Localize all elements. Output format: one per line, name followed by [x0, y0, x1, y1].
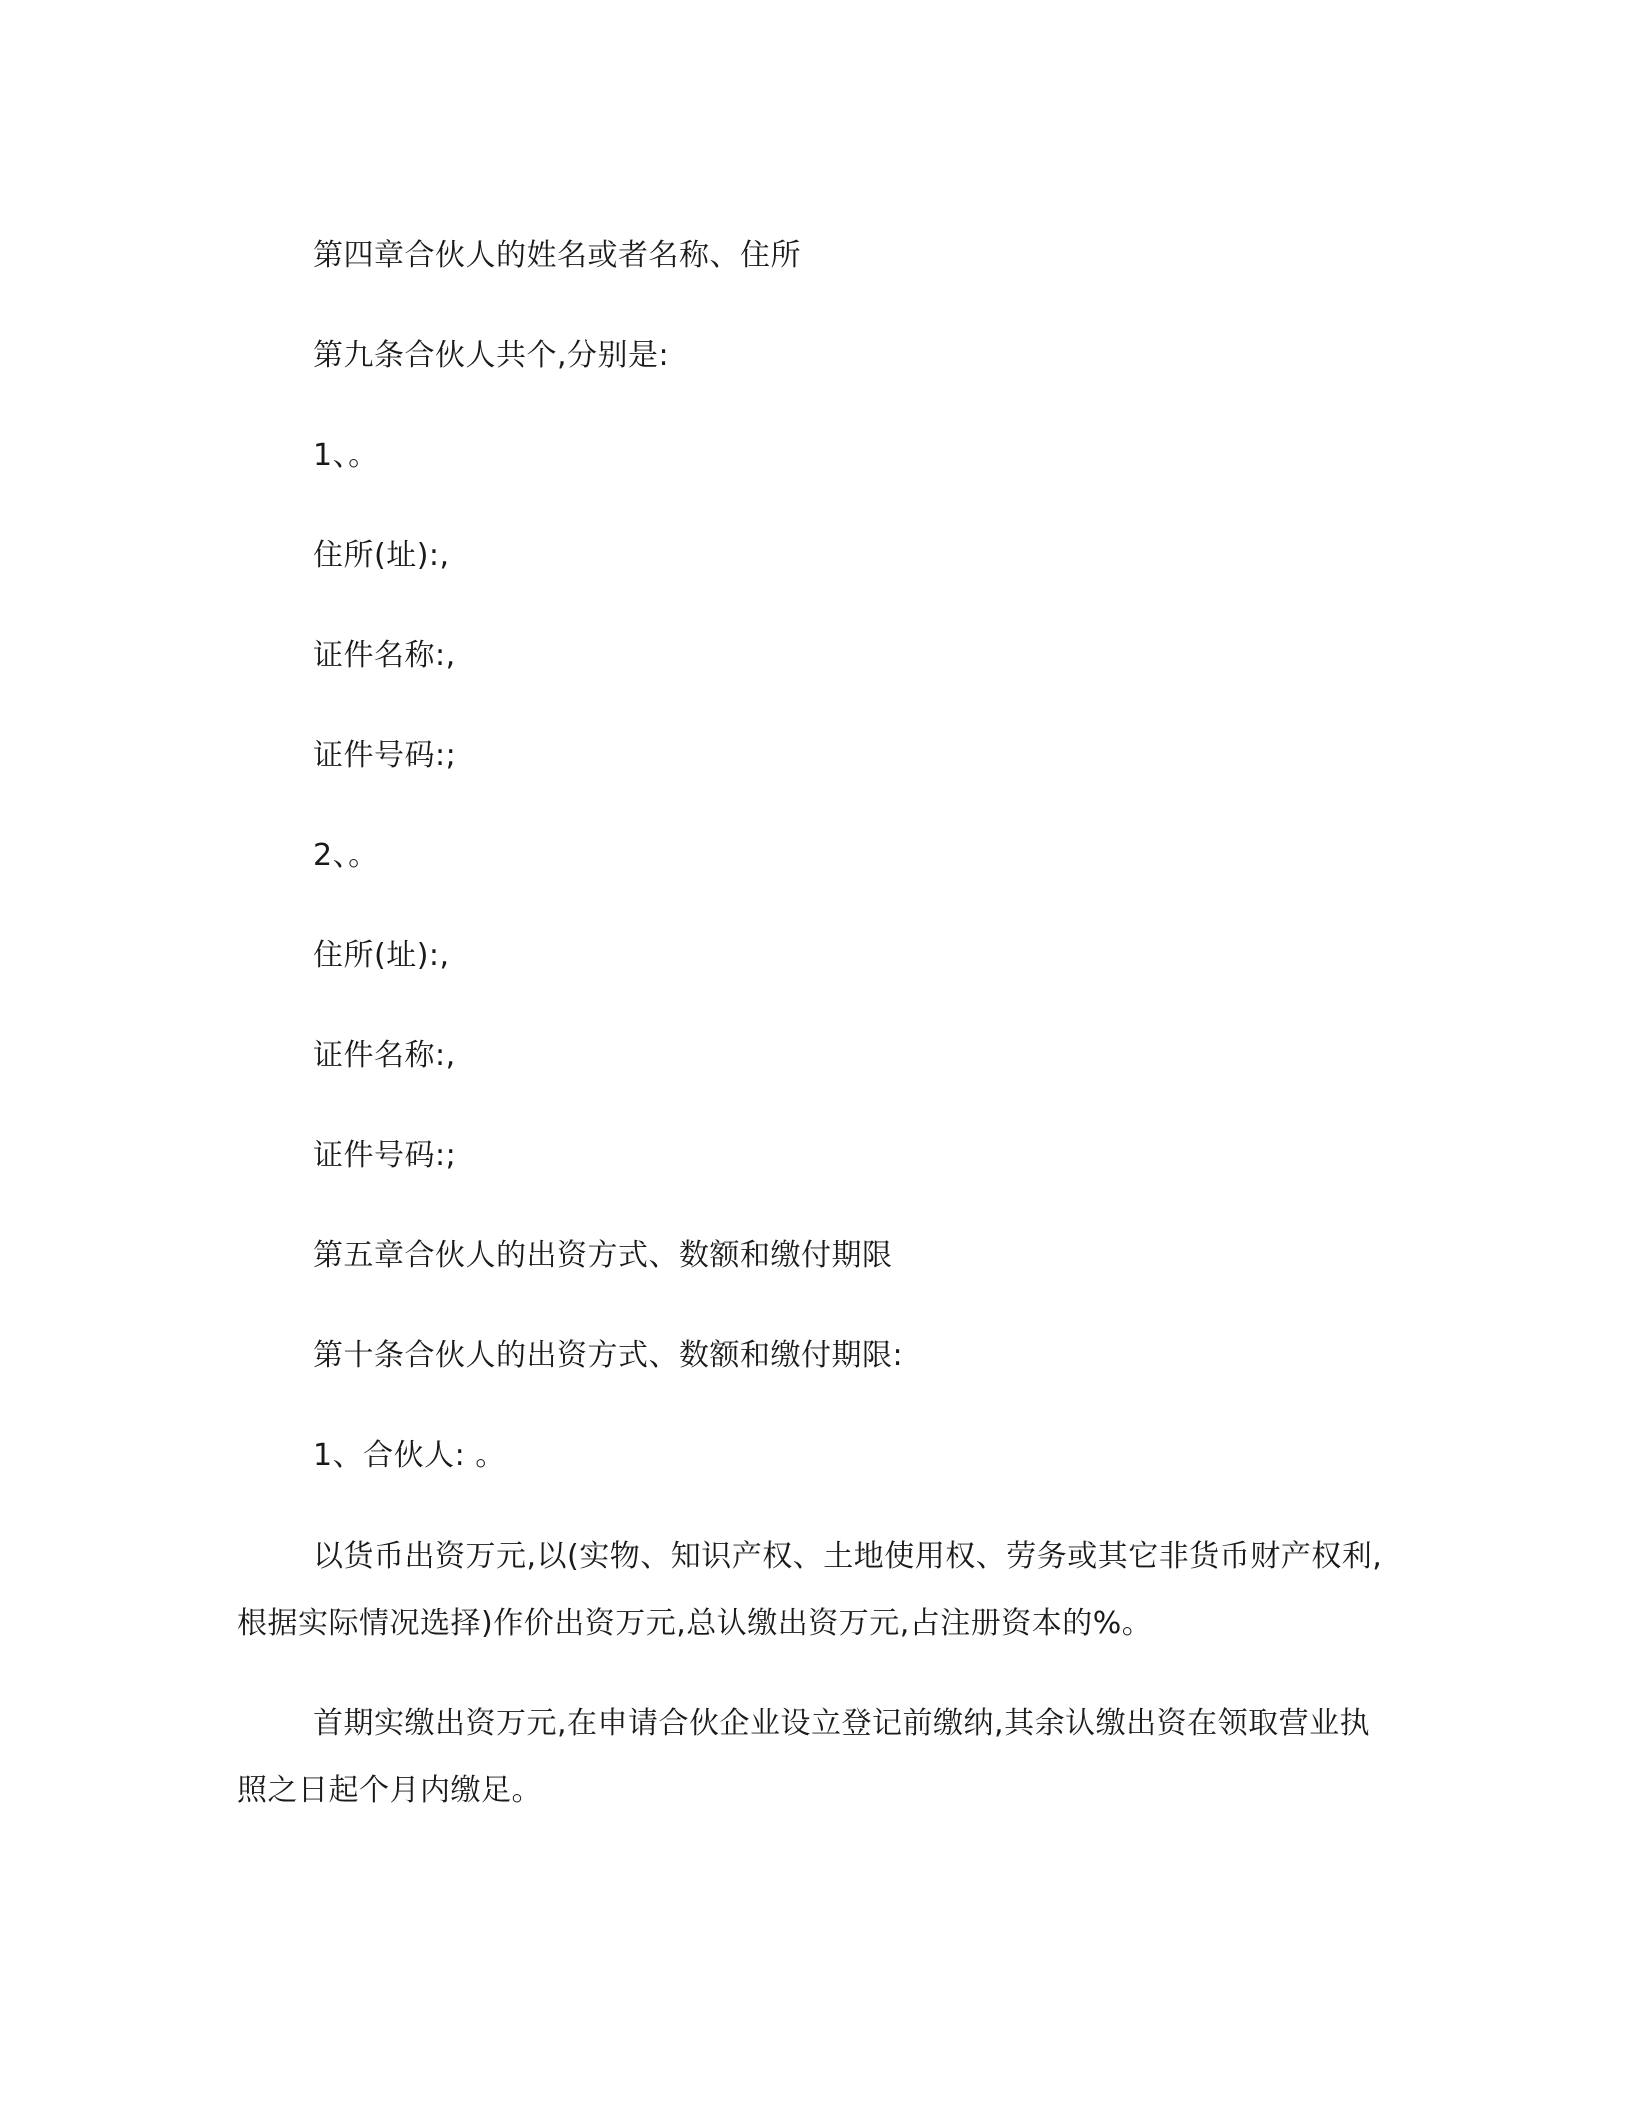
article-10: 第十条合伙人的出资方式、数额和缴付期限:	[313, 1338, 904, 1373]
article-9: 第九条合伙人共个,分别是:	[313, 338, 670, 373]
chapter-4-title: 第四章合伙人的姓名或者名称、住所	[313, 238, 801, 273]
item-1-partner: 1、合伙人: 。	[313, 1438, 506, 1473]
paragraph-contribution: 以货币出资万元,以(实物、知识产权、土地使用权、劳务或其它非货币财产权利,根据实际情况选择)作价出资万元,总认缴出资万元,占注册资本的%。	[237, 1539, 1383, 1641]
partner-2-address: 住所(址):,	[313, 938, 450, 973]
partner-2-id-number: 证件号码:;	[313, 1138, 457, 1173]
partner-2-number: 2、。	[313, 838, 379, 873]
partner-1-id-number: 证件号码:;	[313, 738, 457, 773]
partner-1-id-name: 证件名称:,	[313, 638, 456, 673]
partner-1-number: 1、。	[313, 438, 379, 473]
paragraph-first-payment: 首期实缴出资万元,在申请合伙企业设立登记前缴纳,其余认缴出资在领取营业执照之日起个月内缴足。	[237, 1706, 1371, 1808]
chapter-5-title: 第五章合伙人的出资方式、数额和缴付期限	[313, 1238, 893, 1273]
partner-1-address: 住所(址):,	[313, 538, 450, 573]
partner-2-id-name: 证件名称:,	[313, 1038, 456, 1073]
